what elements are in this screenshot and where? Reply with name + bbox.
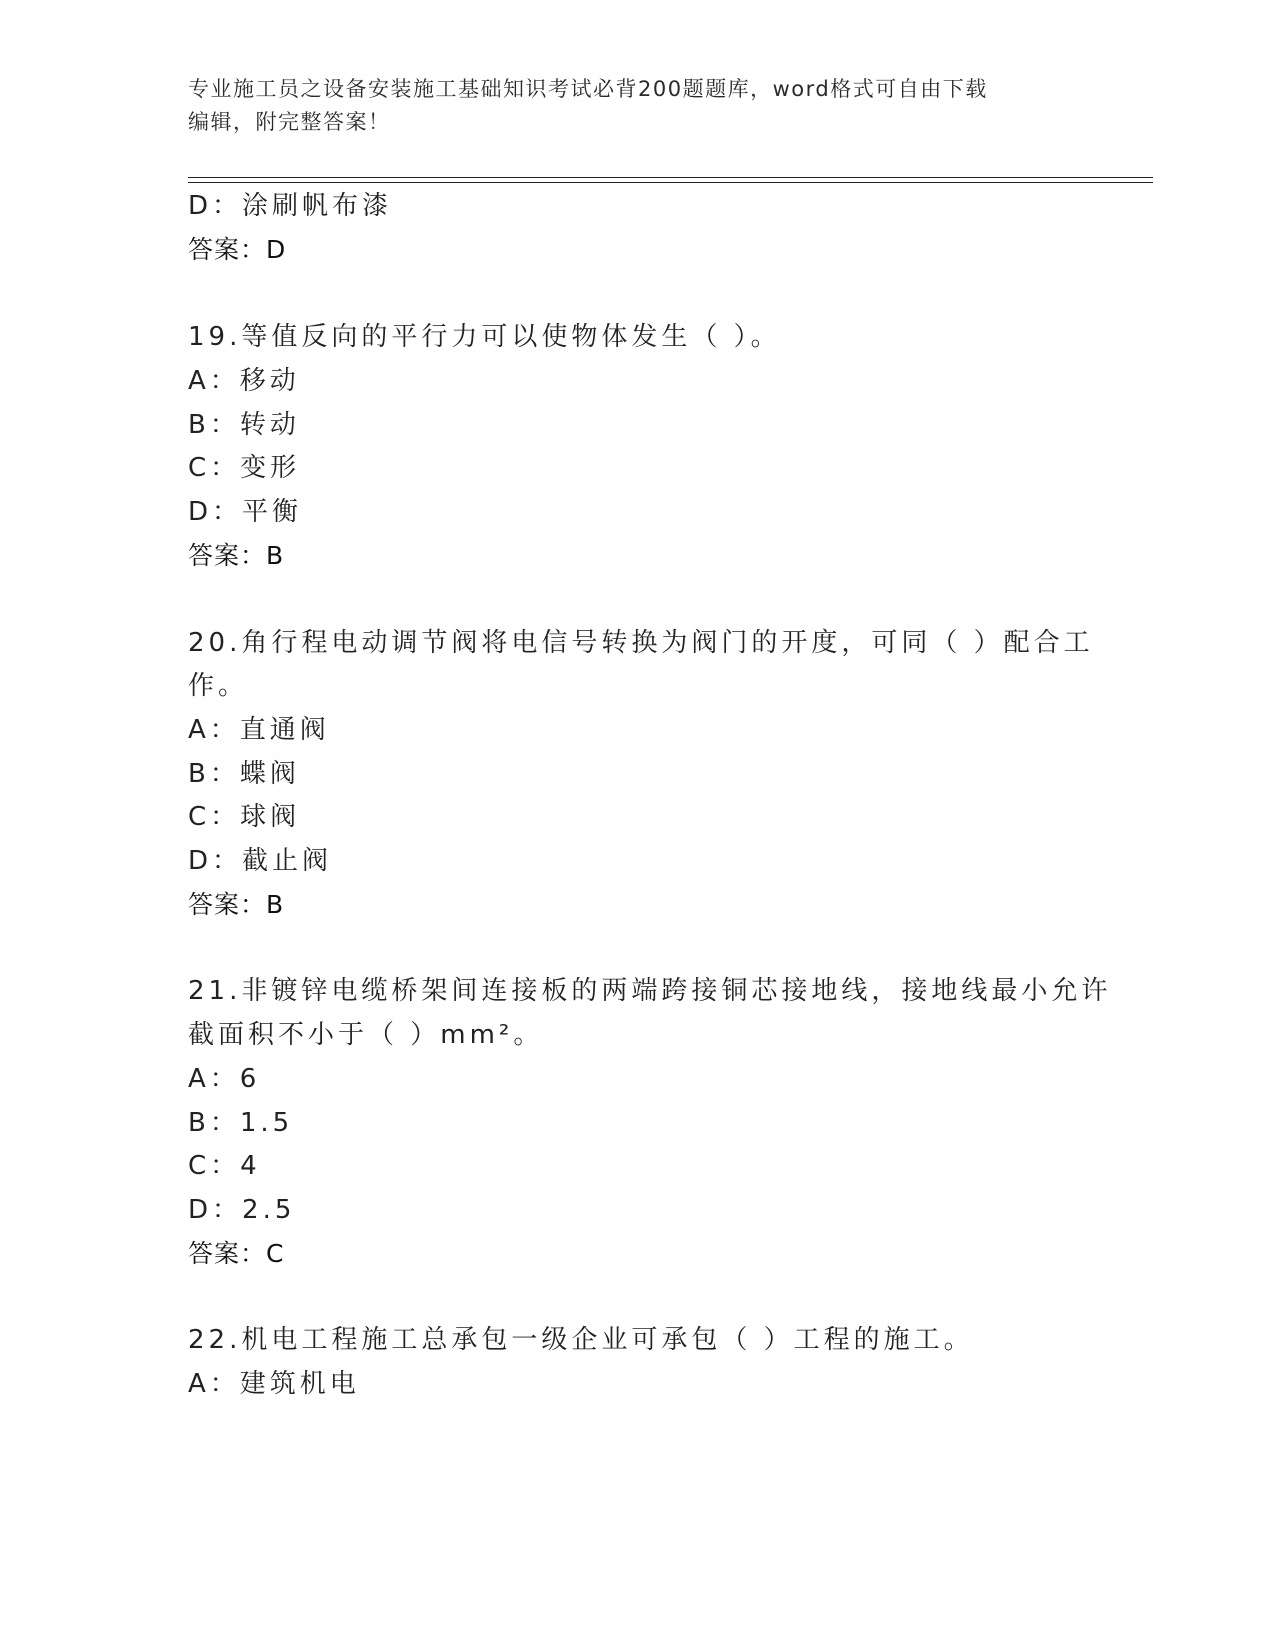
document-header [188, 73, 1068, 139]
question-22-option-a: A：建筑机电 [188, 1369, 360, 1399]
question-21-option-b: B：1.5 [188, 1108, 294, 1138]
header-title-line-2: 编辑，附完整答案！ [188, 110, 391, 134]
question-21-answer: 答案：C [188, 1239, 285, 1268]
header-divider-bottom [188, 182, 1153, 183]
question-21-option-d: D：2.5 [188, 1195, 296, 1225]
carryover-answer: 答案：D [188, 235, 287, 264]
question-20-stem-line-2: 作。 [188, 671, 249, 701]
question-20-option-d: D：截止阀 [188, 846, 333, 876]
question-21-option-c: C：4 [188, 1151, 261, 1181]
question-20-stem-line-1: 20.角行程电动调节阀将电信号转换为阀门的开度，可同（ ）配合工 [188, 628, 1094, 658]
question-19-option-c: C：变形 [188, 453, 301, 483]
question-19-option-d: D：平衡 [188, 497, 303, 527]
carryover-option-d: D：涂刷帆布漆 [188, 191, 393, 221]
header-title-line-1: 专业施工员之设备安装施工基础知识考试必背200题题库，word格式可自由下载 [188, 77, 988, 101]
question-20-option-a: A：直通阀 [188, 715, 330, 745]
question-21-stem-line-1: 21.非镀锌电缆桥架间连接板的两端跨接铜芯接地线，接地线最小允许 [188, 976, 1112, 1006]
question-19-answer: 答案：B [188, 541, 285, 570]
question-19-option-b: B：转动 [188, 410, 300, 440]
header-divider-top [188, 177, 1153, 178]
question-20-option-c: C：球阀 [188, 802, 301, 832]
question-19-option-a: A：移动 [188, 366, 300, 396]
question-20-option-b: B：蝶阀 [188, 759, 300, 789]
question-21-option-a: A：6 [188, 1064, 261, 1094]
question-22-stem: 22.机电工程施工总承包一级企业可承包（ ）工程的施工。 [188, 1325, 974, 1355]
question-20-answer: 答案：B [188, 890, 285, 919]
question-19-stem: 19.等值反向的平行力可以使物体发生（ ）。 [188, 322, 781, 352]
question-21-stem-line-2: 截面积不小于（ ）mm²。 [188, 1020, 544, 1050]
